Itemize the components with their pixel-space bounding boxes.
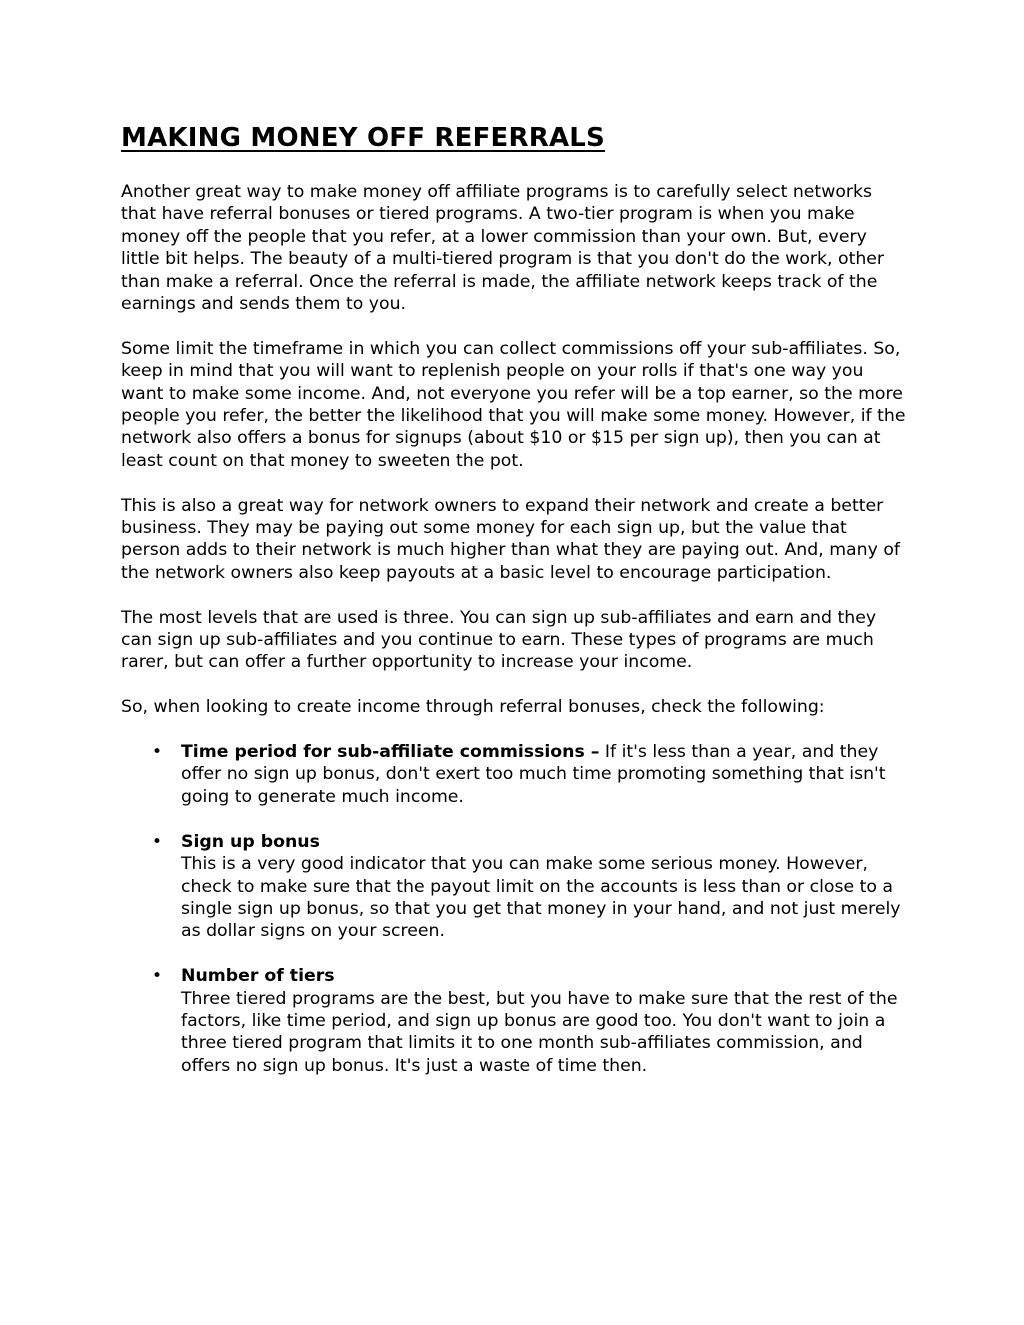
- paragraph-referral-intro: Another great way to make money off affiliate programs is to carefully select networks that have referral bonuses or tiered programs. A two-tier program is when you make money off the people that you refer, at a lower commission than your own. But, every little bit helps. The beauty of a multi-tiered program is that you don't do the work, other than make a referral. Once the referral is made, the affiliate network keeps track of the earnings and sends them to you.: [121, 182, 885, 315]
- bullet-heading: Time period for sub-affiliate commissions –: [181, 742, 600, 763]
- bullet-text: Three tiered programs are the best, but you have to make sure that the rest of the factors, like time period, and sign up bonus are good too. You don't want to join a three tiered program that limits it to one month sub-affiliates commission, and offers no sign up bonus. It's just a waste of time then.: [181, 988, 898, 1076]
- bullet-heading: Sign up bonus: [181, 831, 320, 852]
- bullet-text: This is a very good indicator that you can make some serious money. However, check to make sure that the payout limit on the accounts is less than or close to a single sign up bonus, so that you get that money in your hand, and not just merely as dollar signs on your screen.: [181, 854, 901, 942]
- list-item-sign-up-bonus: [121, 831, 906, 943]
- checklist: [121, 741, 906, 1077]
- bullet-heading: Number of tiers: [181, 966, 335, 987]
- paragraph-network-owners: This is also a great way for network owners to expand their network and create a better business. They may be paying out some money for each sign up, but the value that person adds to their network is much higher than what they are paying out. And, many of the network owners also keep payouts at a basic level to encourage participation.: [121, 495, 900, 583]
- paragraph-levels: The most levels that are used is three. You can sign up sub-affiliates and earn and they can sign up sub-affiliates and you continue to earn. These types of programs are much rarer, but can offer a further opportunity to increase your income.: [121, 607, 877, 673]
- bullet-icon: •: [152, 966, 163, 987]
- bullet-text: If it's less than a year, and they offer no sign up bonus, don't exert too much time promoting something that isn't going to generate much income.: [181, 742, 886, 807]
- document-title: MAKING MONEY OFF REFERRALS: [121, 123, 605, 153]
- document-page: [121, 118, 906, 1077]
- bullet-icon: •: [152, 831, 163, 852]
- list-item-number-of-tiers: [121, 965, 906, 1077]
- list-item-time-period: [121, 741, 906, 808]
- paragraph-timeframe: Some limit the timeframe in which you can collect commissions off your sub-affiliates. So, keep in mind that you will want to replenish people on your rolls if that's one way you want to make some income. And, not everyone you refer will be a top earner, so the more people you refer, the better the likelihood that you will make some money. However, if the network also offers a bonus for signups (about $10 or $15 per sign up), then you can at least count on that money to sweeten the pot.: [121, 338, 906, 471]
- paragraph-checklist-intro: So, when looking to create income through referral bonuses, check the following:: [121, 697, 825, 718]
- bullet-icon: •: [152, 742, 163, 763]
